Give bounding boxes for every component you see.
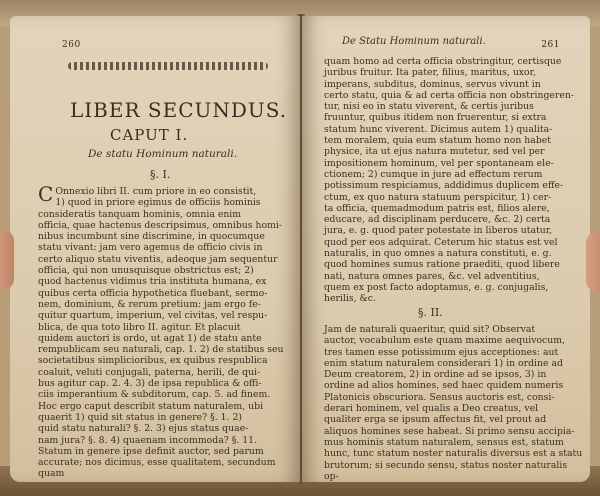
text-line: officia, qui non unusquisque obstrictus est; 2): [38, 265, 254, 277]
running-head: De Statu Hominum naturali.: [342, 36, 486, 47]
text-line: quidem auctori is ordo, ut agat 1) de statu ante: [38, 332, 262, 344]
text-line: fruuntur, quibus itidem non fruerentur, si extra: [324, 112, 547, 124]
page-number: 261: [541, 40, 560, 50]
text-line: 1) quod in priore egimus de officiis hominis: [55, 197, 261, 209]
text-line: Platonicis obscuriora. Sensus auctoris est, consi-: [324, 391, 555, 403]
text-line: nibus incumbunt sine discrimine, in quocumque: [38, 231, 265, 243]
text-line: quam: [38, 468, 65, 480]
text-line: ciis imperantium & subditorum, cap. 5. ad finem.: [38, 389, 271, 401]
text-line: ta officia, quemadmodum patris est, filios alere,: [324, 202, 550, 214]
body-text-top: [324, 56, 574, 305]
page-number: 260: [62, 40, 81, 50]
text-line: Deum creatorem, 2) in ordine ad se ipsos, 3) in: [324, 369, 547, 381]
text-line: enim statum naturalem considerari 1) in ordine ad: [324, 357, 563, 369]
text-line: blica, de qua toto libro II. agitur. Et placuit: [38, 321, 241, 333]
text-line: consideratis tanquam hominis, omnia enim: [38, 208, 242, 220]
text-line: brutorum; si secundo sensu, status noster naturalis: [324, 459, 568, 471]
text-line: hunc, tunc statum noster naturalis diversus est a statu: [324, 448, 583, 460]
text-line: aliquos homines sese habeat. Si primo sensu accipia-: [324, 425, 575, 437]
text-line: nam jura? §. 8. 4) quaenam incommoda? §. 11.: [38, 434, 258, 446]
text-line: potissimum respiciamus, addidimus duplicem effe-: [324, 180, 564, 192]
text-line: quod hactenus vidimus tria instituta humana, ex: [38, 276, 267, 288]
text-line: physice, ita ut ejus natura mutetur, sed vel per: [324, 146, 545, 158]
text-line: Statum in genere ipse definit auctor, sed parum: [38, 445, 264, 457]
text-line: statum hunc viverent. Dicimus autem 1) qualita-: [324, 123, 553, 135]
ornament-border: [68, 62, 268, 70]
body-text-bottom: [324, 324, 582, 482]
text-line: op-: [324, 470, 339, 482]
text-line: imperans, subditus, dominus, servus vivunt in: [324, 78, 541, 90]
text-line: quibus certa officia hypothetica fluebant, sermo-: [38, 287, 268, 299]
text-line: societatibus simplicioribus, ex quibus respublica: [38, 355, 268, 367]
text-line: tem moralem, quia eum statum homo non habet: [324, 135, 552, 147]
right-thumb: [586, 232, 600, 292]
text-line: naturalis, in quo omnes a natura constituti, e. g.: [324, 248, 552, 260]
text-line: nem, dominium, & rerum pretium: jam ergo fe-: [38, 298, 261, 310]
text-line: derari hominem, vel qualis a Deo creatus, vel: [324, 403, 539, 415]
section-heading: §. II.: [418, 306, 443, 319]
text-line: quid statu naturali? §. 2. 3) ejus status quae-: [38, 423, 249, 435]
text-line: quitur quartum, imperium, vel civitas, vel respu-: [38, 310, 268, 322]
text-line: statu vivant: jam vero agemus de officio civis in: [38, 242, 263, 254]
text-line: Hoc ergo caput describit statum naturalem, ubi: [38, 400, 264, 412]
text-line: tres tamen esse potissimum ejus acceptiones: aut: [324, 346, 559, 358]
text-line: jura, e. g. quod pater potestate in liberos utatur,: [324, 225, 553, 237]
text-line: nati, natura omnes pares, &c. vel adventitius,: [324, 270, 540, 282]
text-line: mus hominis statum naturalem, sensus est, statum: [324, 436, 564, 448]
left-thumb: [0, 230, 14, 290]
text-line: qualiter erga se ipsum affectus fit, vel prout ad: [324, 414, 547, 426]
text-line: impositionem hominum, vel per spontaneam ele-: [324, 157, 554, 169]
text-line: ctum, ex quo natura statuum perspicitur, 1) cer-: [324, 191, 552, 203]
text-line: accurate; nos dicimus, esse qualitatem, secundum: [38, 457, 276, 469]
text-line: quam homo ad certa officia obstringitur, certisque: [324, 56, 562, 67]
chapter-subtitle: De statu Hominum naturali.: [88, 148, 238, 160]
drop-cap: C: [38, 182, 54, 206]
text-line: certo aliquo statu viventis, adeoque jam sequentur: [38, 253, 278, 265]
chapter-title: CAPUT I.: [110, 126, 189, 144]
text-line: ordine ad alios homines, sed haec quidem numeris: [324, 380, 564, 392]
text-line: coaluit, veluti conjugali, paterna, herili, de qui-: [38, 366, 261, 378]
section-heading: §. I.: [150, 168, 171, 181]
text-line: quem ex post facto adoptamus, e. g. conjugalis,: [324, 281, 549, 293]
text-line: Jam de naturali quaeritur, quid sit? Observat: [324, 324, 536, 335]
text-line: certo statu, quia & ad certa officia non obstringeren-: [324, 89, 574, 101]
text-line: quaerit 1) quid sit status in genere? §. 1. 2): [38, 411, 243, 423]
text-line: educare, ad disciplinam perducere, &c. 2) certa: [324, 214, 551, 226]
body-text: [38, 182, 284, 480]
right-page: [302, 16, 590, 482]
left-page: [10, 16, 300, 482]
text-line: officia, quae hactenus descripsimus, omnibus homi-: [38, 219, 283, 231]
text-line: rempublicam seu naturali, cap. 1. 2) de statibus seu: [38, 344, 284, 356]
text-line: Onnexio libri II. cum priore in eo consistit,: [55, 186, 257, 197]
text-line: quod per eos adquirat. Ceterum hic status est vel: [324, 236, 558, 248]
book-title: LIBER SECUNDUS.: [70, 98, 288, 122]
text-line: auctor, vocabulum este quam maxime aequivocum,: [324, 335, 566, 347]
text-line: bus agitur cap. 2. 4. 3) de ipsa republica & offi-: [38, 378, 262, 390]
text-line: quod homines sumus ratione praediti, quod libere: [324, 259, 560, 271]
text-line: tur, nisi eo in statu viverent, & certis juribus: [324, 101, 534, 113]
text-line: ctionem; 2) cumque in jure ad effectum rerum: [324, 168, 543, 180]
text-line: juribus fruitur. Ita pater, filius, maritus, uxor,: [324, 67, 537, 79]
text-line: herilis, &c.: [324, 293, 376, 305]
